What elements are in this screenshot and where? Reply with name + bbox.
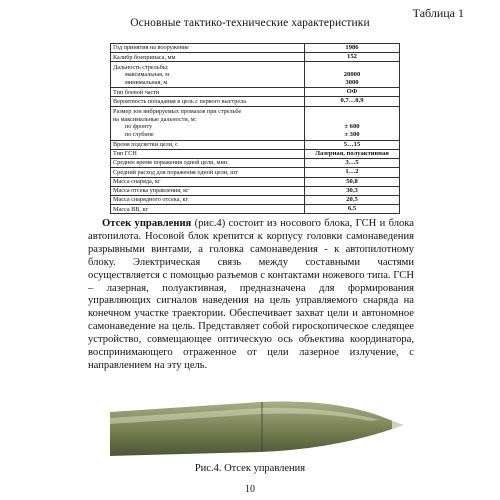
value-text: 20,5 [346,195,358,203]
value-text: 1986 [345,44,359,51]
table-row [111,44,400,53]
param-cell [111,106,305,140]
value-cell [305,44,400,53]
value-text [307,62,397,70]
param-cell [111,53,305,62]
value-cell [305,177,400,186]
value-text: 20000 [343,70,361,78]
value-text: 50,8 [346,177,358,185]
param-cell [111,168,305,177]
table-row [111,149,400,158]
param-text: максимальная, м [125,71,170,79]
param-cell [111,195,305,204]
value-text: 1…2 [345,168,359,176]
table-row [111,88,400,97]
value-text [307,115,397,123]
param-cell [111,88,305,97]
figure-caption: Рис.4. Отсек управления [194,463,306,474]
value-text: 5…15 [343,140,361,148]
param-text: Вероятность попадания в цель с первого выстрела [113,97,246,105]
value-cell [305,168,400,177]
param-text: Масса ВВ, кг [113,205,149,213]
value-cell [305,53,400,62]
param-cell [111,149,305,158]
table-row [111,168,400,177]
value-cell [305,186,400,195]
value-cell [305,205,400,214]
table-row [111,186,400,195]
param-cell [111,186,305,195]
paragraph-text: (рис.4) состоит из носового блока, ГСН и блока автопилота. Носовой блок крепится к корпусу головки самонаведения разрывными винтами, а головка самонаведения - к автопилотному блоку. Электрическая связь между составными частями осуществляется с помощью разъемов с контактами ножевого типа. ГСН – лазерная, полуактивная, предназначена для формирования управляющих сигналов наведения на цель управляемого снаряда на конечном участке траектории. Обеспечивает захват цели и автономное самонаведение на цель. Представляет собой гироскопическое следящее устройство, совмещающее оптическую ось объектива координатора, воспринимающего отраженное от цели лазерное излучение, с направлением на эту цель. [88,218,414,371]
value-cell [305,149,400,158]
param-text: Время подсветки цели, с [113,140,178,148]
param-text: Масса снаряда, кг [113,177,161,185]
param-text: Масса отсека управления, кг [113,187,189,195]
table-row [111,140,400,149]
param-cell [111,62,305,88]
value-text: ± 600 [344,123,360,131]
value-text: 6,5 [347,205,357,213]
paragraph-term: Отсек управления [102,218,192,229]
param-cell [111,159,305,168]
table-row [111,97,400,106]
specs-table [110,43,400,214]
table-row [111,195,400,204]
table-row [111,205,400,214]
table-row [111,177,400,186]
param-cell [111,97,305,106]
value-cell [305,88,400,97]
value-cell [305,97,400,106]
param-text: по глубине [125,130,154,138]
param-text: минимальная, м [125,78,168,86]
table-row [111,159,400,168]
table-number: Таблица 1 [412,6,464,20]
value-cell [305,195,400,204]
param-text: Тип боевой части [113,88,160,96]
param-text: Среднее время поражения одной цели, мин. [113,159,229,167]
param-text: Дальность стрельбы: [113,63,169,71]
table-title: Основные тактико-технические характеристики [130,17,370,29]
value-text: ОФ [346,88,358,96]
value-text: 30,3 [346,186,358,194]
value-cell [305,140,400,149]
value-text [307,107,397,115]
param-text: Год принятия на вооружение [113,44,189,52]
value-text: 3…5 [345,159,359,167]
param-cell [111,140,305,149]
param-text: по фронту [125,123,153,131]
value-cell [305,106,400,140]
value-text: ± 300 [344,131,360,139]
param-cell [111,205,305,214]
table-row [111,62,400,88]
param-text: Масса снарядного отсека, кг [113,196,189,204]
specs-table-body [111,44,400,214]
value-text: Лазерная, полуактивная [315,149,389,157]
table-row [111,106,400,140]
body-paragraph [88,218,414,373]
value-text: 3000 [345,78,359,86]
value-text: 152 [347,53,357,61]
control-section-photo [110,392,405,460]
param-text: Тип ГСН [113,150,137,158]
value-cell [305,62,400,88]
param-text: на максимальные дальности, м: [113,115,197,123]
table-row [111,53,400,62]
param-cell [111,44,305,53]
shell-tip [392,421,404,429]
param-text: Размер зон вибрируемых промахов при стрельбе [113,108,242,116]
page-number: 10 [245,484,255,495]
value-cell [305,159,400,168]
value-text: 0,7…0,9 [340,97,364,105]
param-text: Средний расход для поражения одной цели, шт [113,168,238,176]
param-text: Калибр боеприпаса, мм [113,53,176,61]
param-cell [111,177,305,186]
